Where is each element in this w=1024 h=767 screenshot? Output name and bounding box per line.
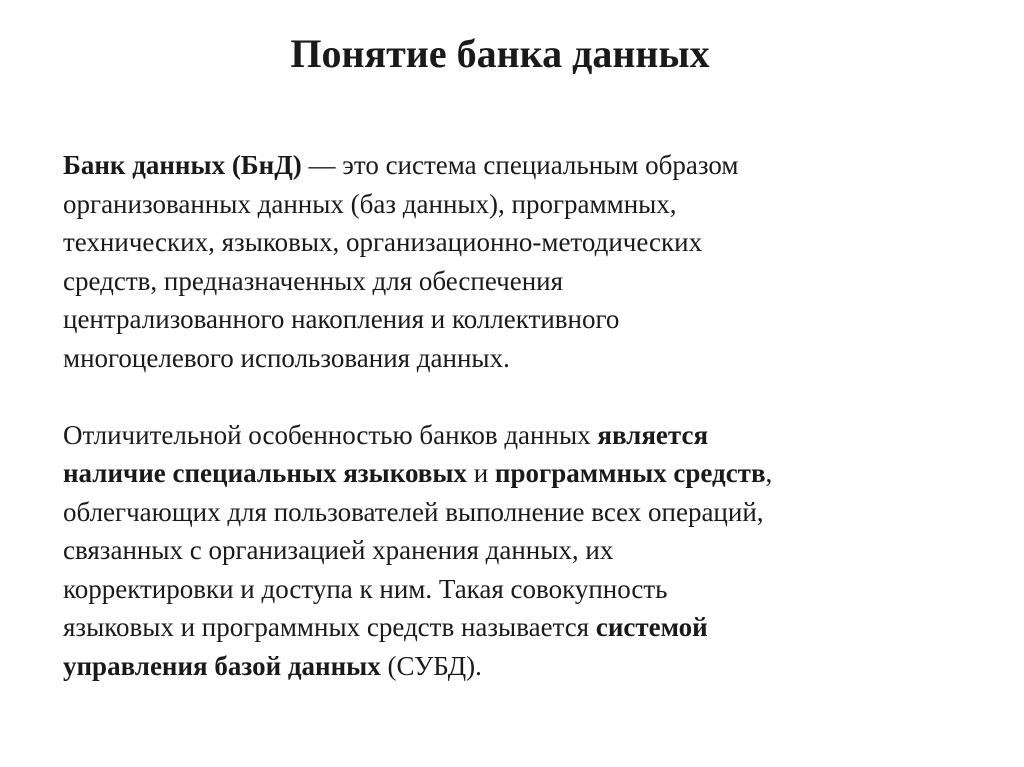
text-line: средств, предназначенных для обеспечения (63, 265, 564, 296)
text-line: связанных с организацией хранения данных, их (63, 535, 614, 565)
text-span: и (466, 458, 495, 488)
slide-body (63, 146, 983, 685)
text-line: централизованного накопления и коллективного (63, 304, 620, 334)
text-span: Отличительной особенностью банков данных (63, 419, 598, 450)
text-line: многоцелевого использования данных. (63, 342, 510, 373)
bold-span: программных средств (494, 458, 766, 488)
text-line: корректировки и доступа к ним. Такая совокупность (63, 573, 668, 604)
text-line (63, 454, 983, 493)
bold-span: является (597, 419, 709, 450)
bold-span: управления базой данных (63, 650, 381, 681)
slide-title: Понятие банка данных (290, 31, 710, 76)
text-line (63, 416, 983, 455)
term-bold: Банк данных (БнД) (63, 150, 302, 180)
text-line: организованных данных (баз данных), программных, (63, 188, 677, 219)
paragraph-features (63, 416, 983, 686)
bold-span: системой (595, 612, 708, 642)
text-line (63, 647, 983, 686)
text-span: , (765, 458, 773, 488)
text-line: облегчающих для пользователей выполнение всех операций, (63, 496, 764, 527)
text-line (63, 146, 983, 185)
bold-span: наличие специальных языковых (63, 458, 467, 488)
paragraph-definition (63, 146, 983, 377)
text-line: технических, языковых, организационно-методических (63, 227, 703, 257)
text-line (63, 608, 983, 647)
text-span: — это система специальным образом (301, 150, 739, 180)
text-span: языковых и программных средств называется (63, 612, 596, 642)
text-span: (СУБД). (380, 650, 482, 681)
